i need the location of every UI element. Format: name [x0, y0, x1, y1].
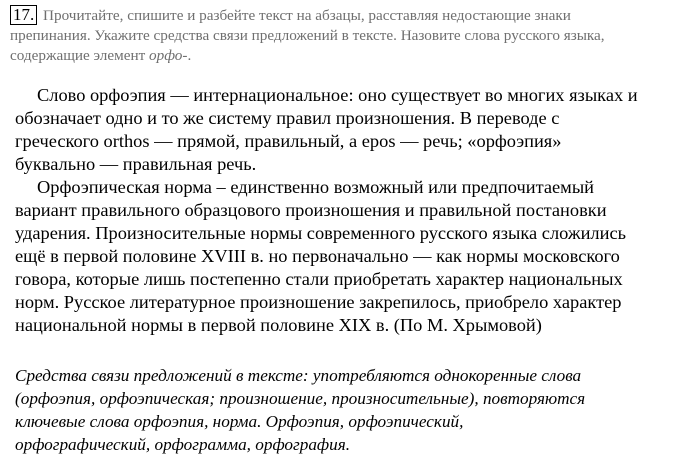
- main-text-line-1: Слово орфоэпия — интернациональное: оно существует во многих языках и: [37, 85, 638, 105]
- main-text-line-3: греческого orthos — прямой, правильный, а epos — речь; «орфоэпия»: [15, 131, 562, 151]
- answer-text: [15, 364, 695, 456]
- main-text-line-9: говора, которые лишь постепенно стали приобретать характер национальных: [15, 269, 623, 289]
- task-line-3-suffix: -.: [182, 47, 192, 64]
- answer-line-2: (орфоэпия, орфоэпическая; произношение, произносительные), повторяются: [15, 389, 586, 408]
- main-text-line-10: норм. Русское литературное произношение закрепилось, приобрело характер: [15, 292, 622, 312]
- main-text-line-4: буквально — правильная речь.: [15, 154, 257, 174]
- task-line-3-term: орфо: [149, 47, 183, 64]
- task-line-3-prefix: содержащие элемент: [10, 47, 150, 64]
- task-line-2: препинания. Укажите средства связи предложений в тексте. Назовите слова русского языка,: [10, 27, 605, 44]
- task-number: 17.: [10, 5, 37, 25]
- answer-line-1: Средства связи предложений в тексте: употребляются однокоренные слова: [15, 366, 582, 385]
- task-header: [10, 5, 690, 66]
- main-text-line-8: ещё в первой половине XVIII в. но первоначально — как нормы московского: [15, 246, 620, 266]
- main-text-line-11: национальной нормы в первой половине XIX в. (По М. Хрымовой): [15, 315, 542, 335]
- task-line-1: [10, 5, 690, 26]
- main-text-line-6: вариант правильного образцового произношения и правильной постановки: [15, 200, 607, 220]
- main-text: [15, 84, 695, 337]
- main-text-line-2: обозначает одно и то же систему правил произношения. В переводе с: [15, 108, 560, 128]
- answer-line-3: ключевые слова орфоэпия, норма. Орфоэпия, орфоэпический,: [15, 412, 464, 431]
- answer-line-4: орфографический, орфограмма, орфография.: [15, 435, 351, 454]
- main-text-line-7: ударения. Произносительные нормы современного русского языка сложились: [15, 223, 626, 243]
- task-line-1-text: Прочитайте, спишите и разбейте текст на абзацы, расставляя недостающие знаки: [43, 7, 571, 24]
- task-line-3: [10, 46, 690, 66]
- main-text-line-5: Орфоэпическая норма – единственно возможный или предпочитаемый: [37, 177, 595, 197]
